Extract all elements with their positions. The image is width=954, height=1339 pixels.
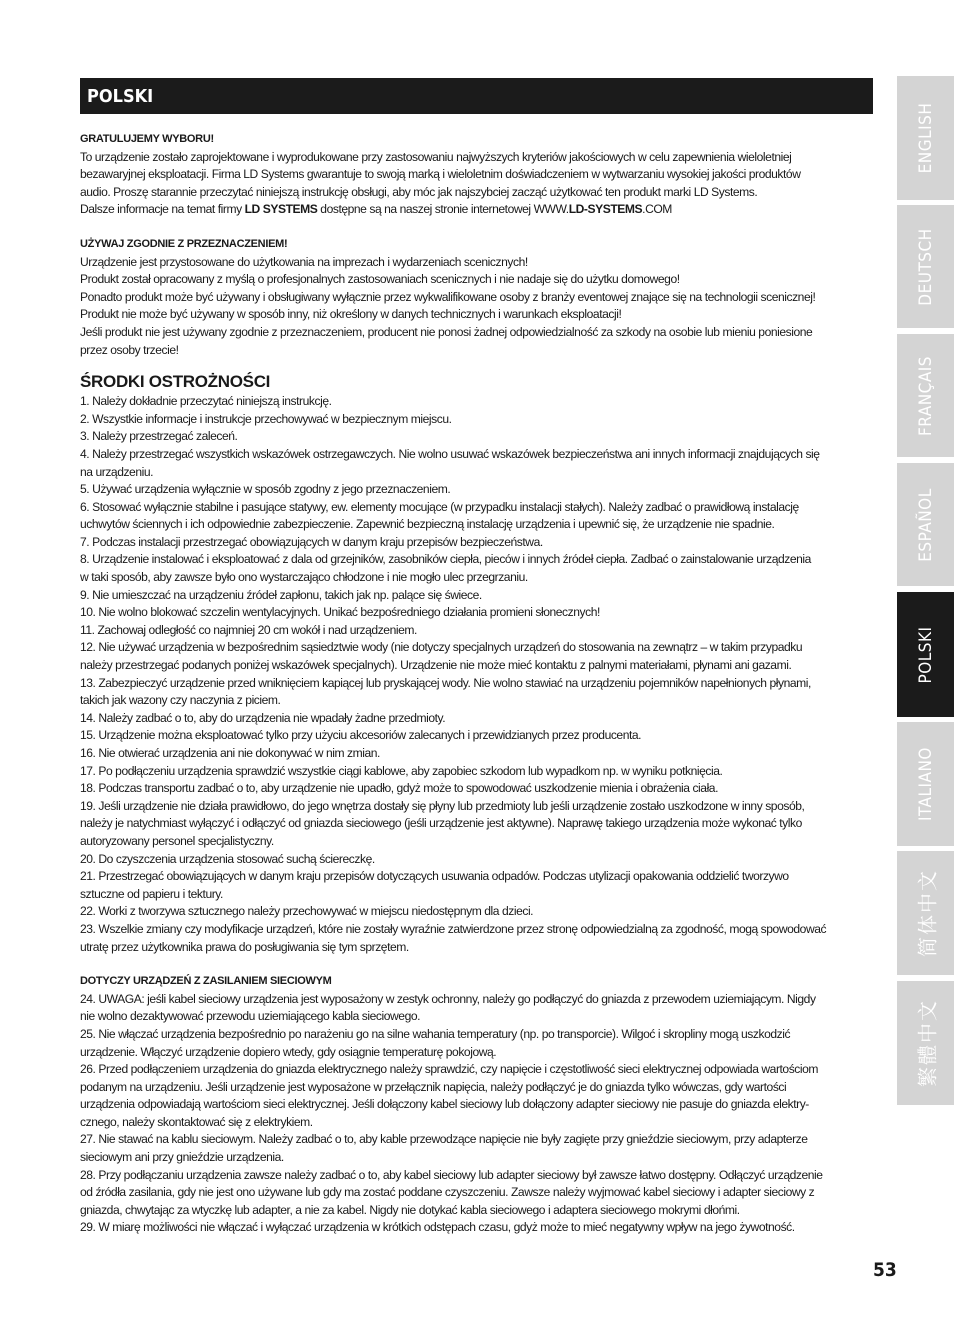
precaution-line: 11. Zachowaj odległość co najmniej 20 cm wokół i nad urządzeniem. — [80, 622, 417, 637]
mains-line: od źródła zasilania, gdy nie jest ono używane lub gdy ma zostać poddane czyszczeniu. Zawsze należy wyjmować kabel sieciowy i adapter sieciowy z — [80, 1185, 815, 1200]
brand-name: LD SYSTEMS — [244, 202, 318, 217]
precaution-line: uchwytów ściennych i ich odpowiednie zabezpieczenie. Zapewnić bezpieczną instalację urządzenia i upewnić się, że urządzenie nie spadnie. — [80, 517, 775, 532]
precaution-line: 23. Wszelkie zmiany czy modyfikacje urządzeń, które nie zostały wyraźnie zatwierdzone przez stronę odpowiedzialną za zgodność, mogą spowodować — [80, 921, 827, 936]
tab-label: ITALIANO — [915, 747, 936, 821]
mains-line: 29. W miarę możliwości nie włączać i wyłączać urządzenia w krótkich odstępach czasu, gdyż może to mieć negatywny wpływ na jego żywotność. — [80, 1220, 795, 1235]
precaution-line: 3. Należy przestrzegać zaleceń. — [80, 429, 238, 444]
precaution-line: 15. Urządzenie można eksploatować tylko przy użyciu akcesoriów zalecanych i przewidzianych przez producenta. — [80, 728, 642, 743]
precaution-line: należy je natychmiast wyłączyć i odłączyć od gniazda sieciowego (jeśli urządzenie jest aktywne). Naprawę takiego urządzenia może wykonać tylko — [80, 816, 802, 831]
intro-line: audio. Proszę starannie przeczytać niniejszą instrukcję obsługi, aby móc jak najszybciej zacząć użytkować ten produkt marki LD Systems. — [80, 184, 758, 199]
precaution-line: sztuczne od papieru i tektury. — [80, 886, 223, 901]
intended-use-heading: UŻYWAJ ZGODNIE Z PRZEZNACZENIEM! — [80, 237, 288, 250]
tab-label: ENGLISH — [915, 102, 936, 174]
tab-italiano[interactable] — [897, 722, 954, 846]
mains-line: nie wolno dezaktywować przewodu uziemiającego kabla sieciowego. — [80, 1009, 421, 1024]
precaution-line: 1. Należy dokładnie przeczytać niniejszą instrukcję. — [80, 394, 332, 409]
website-text-post: .COM — [642, 202, 672, 217]
precaution-line: autoryzowany personel specjalistyczny. — [80, 833, 274, 848]
mains-line: urządzenia odpowiadają wartościom sieci elektrycznej. Jeśli dołączony kabel sieciowy lub dołączony adapter sieciowy nie pasuje do gniazda elektry- — [80, 1097, 809, 1112]
mains-line: 26. Przed podłączeniem urządzenia do gniazda elektrycznego należy sprawdzić, czy napięcie i częstotliwość sieci elektrycznej odpowiada wartościom — [80, 1062, 819, 1077]
precaution-line: 5. Używać urządzenia wyłącznie w sposób zgodny z jego przeznaczeniem. — [80, 482, 451, 497]
website-domain: LD-SYSTEMS — [568, 202, 643, 217]
precaution-line: należy przestrzegać podanych poniżej wskazówek specjalnych). Urządzenie nie może mieć kontaktu z palnymi materiałami, płynami ani gazami. — [80, 658, 792, 673]
tab-francais[interactable] — [897, 334, 954, 457]
precaution-line: 4. Należy przestrzegać wszystkich wskazówek ostrzegawczych. Nie wolno usuwać wskazówek bezpieczeństwa ani innych informacji znajdujących się — [80, 446, 820, 461]
precaution-line: 13. Zabezpieczyć urządzenie przed wniknięciem kapiącej lub pryskającej wody. Nie wolno stawiać na urządzeniu pojemników napełnionych płynami, — [80, 675, 811, 690]
intended-use-line: Urządzenie jest przystosowane do użytkowania na imprezach i wydarzeniach scenicznych! — [80, 254, 528, 269]
tab-traditional-chinese[interactable] — [897, 981, 954, 1105]
section-title: POLSKI — [87, 86, 154, 107]
mains-line: podanym na urządzeniu. Jeśli urządzenie jest wyposażone w przełącznik napięcia, należy podłączyć je do gniazda tylko wówczas, gdy wartości — [80, 1079, 787, 1094]
page-content — [80, 131, 875, 1237]
tab-label: FRANÇAIS — [915, 355, 936, 436]
website-text-pre: Dalsze informacje na temat firmy — [80, 202, 245, 217]
mains-heading: DOTYCZY URZĄDZEŃ Z ZASILANIEM SIECIOWYM — [80, 975, 332, 988]
precaution-line: na urządzeniu. — [80, 464, 154, 479]
intended-use-line: Produkt nie może być używany w sposób inny, niż określony w danych technicznych i warunkach eksploatacji! — [80, 307, 622, 322]
mains-line: cznego, należy skontaktować się z elektrykiem. — [80, 1114, 313, 1129]
tab-simplified-chinese[interactable] — [897, 851, 954, 975]
precaution-line: 17. Po podłączeniu urządzenia sprawdzić wszystkie ciągi kablowe, aby zapobiec szkodom lub wypadkom np. w wyniku potknięcia. — [80, 763, 723, 778]
section-header-bar — [80, 78, 873, 114]
precaution-line: 12. Nie używać urządzenia w bezpośrednim sąsiedztwie wody (nie dotyczy specjalnych urządzeń do stosowania na zewnątrz – w takim przypadku — [80, 640, 803, 655]
precaution-line: 14. Należy zadbać o to, aby do urządzenia nie wpadały żadne przedmioty. — [80, 710, 446, 725]
precaution-line: 18. Podczas transportu zadbać o to, aby urządzenie nie upadło, gdyż może to spowodować uszkodzenie mienia i obrażenia ciała. — [80, 781, 718, 796]
intended-use-line: Produkt został opracowany z myślą o profesjonalnych zastosowaniach scenicznych i nie nadaje się do użytku domowego! — [80, 272, 680, 287]
tab-polski[interactable] — [897, 592, 954, 717]
intro-heading: GRATULUJEMY WYBORU! — [80, 133, 214, 145]
precaution-line: 19. Jeśli urządzenie nie działa prawidłowo, do jego wnętrza dostały się płyny lub przedmioty lub jeśli urządzenie zostało uszkodzone w inny sposób, — [80, 798, 805, 813]
precaution-line: 21. Przestrzegać obowiązujących w danym kraju przepisów dotyczących usuwania odpadów. Podczas utylizacji opakowania oddzielić tworzywo — [80, 869, 789, 884]
intended-use-line: Ponadto produkt może być używany i obsługiwany wyłącznie przez wykwalifikowane osoby z branży eventowej znające się na technologii scenicznej! — [80, 289, 816, 304]
intended-use-line: przez osoby trzecie! — [80, 342, 179, 357]
mains-line: gniazda, chwytając za wtyczkę lub adapter, a nie za kabel. Nigdy nie dotykać kabla sieciowego i adaptera sieciowego mokrymi dłońmi. — [80, 1202, 740, 1217]
precaution-line: 10. Nie wolno blokować szczelin wentylacyjnych. Unikać bezpośredniego działania promieni słonecznych! — [80, 605, 600, 620]
tab-english[interactable] — [897, 76, 954, 200]
intro-line: bezawaryjnej eksploatacji. Firma LD Systems gwarantuje to swoją marką i wieloletnim doświadczeniem w wytwarzaniu wysokiej jakości produktów — [80, 167, 801, 182]
precaution-line: 16. Nie otwierać urządzenia ani nie dokonywać w nim zmian. — [80, 746, 380, 760]
tab-label: DEUTSCH — [915, 227, 936, 306]
mains-line: 28. Przy podłączaniu urządzenia zawsze należy zadbać o to, aby kabel sieciowy lub adapter sieciowy był zawsze łatwo dostępny. Odłączyć urządzenie — [80, 1167, 823, 1182]
precaution-line: 8. Urządzenie instalować i eksploatować z dala od grzejników, zasobników ciepła, pieców i innych źródeł ciepła. Zadbać o zainstalowanie urządzenia — [80, 552, 811, 567]
precaution-line: 2. Wszystkie informacje i instrukcje przechowywać w bezpiecznym miejscu. — [80, 411, 452, 426]
tab-label: 繁體中文 — [915, 999, 939, 1087]
precaution-line: 7. Podczas instalacji przestrzegać obowiązujących w danym kraju przepisów bezpieczeństwa. — [80, 534, 543, 549]
mains-line: sieciowym ani przy gnieździe urządzenia. — [80, 1150, 284, 1165]
tab-label: POLSKI — [915, 625, 936, 684]
mains-line: urządzenie. Włączyć urządzenie dopiero wtedy, gdy osiągnie temperaturę pokojową. — [80, 1044, 497, 1059]
intro-website-line — [80, 201, 875, 219]
page-number: 53 — [873, 1259, 897, 1281]
tab-label: ESPAÑOL — [915, 487, 936, 562]
precaution-line: 9. Nie umieszczać na urządzeniu źródeł zapłonu, takich jak np. palące się świece. — [80, 587, 482, 602]
precautions-heading: ŚRODKI OSTROŻNOŚCI — [80, 372, 271, 392]
precaution-line: takich jak wazony czy naczynia z piciem. — [80, 693, 281, 708]
tab-label: 简体中文 — [915, 869, 939, 957]
intended-use-line: Jeśli produkt nie jest używany zgodnie z przeznaczeniem, producent nie ponosi żadnej odpowiedzialność za szkody na osobie lub mieniu poniesione — [80, 324, 813, 339]
tab-espanol[interactable] — [897, 463, 954, 586]
precaution-line: utratę przez użytkownika prawa do posługiwania się tym sprzętem. — [80, 939, 409, 954]
intro-line: To urządzenie zostało zaprojektowane i wyprodukowane przy zastosowaniu najwyższych kryteriów jakościowych w celu zapewnienia wieloletniej — [80, 149, 792, 164]
website-text-mid: dostępne są na naszej stronie internetowej WWW. — [317, 202, 569, 217]
mains-line: 24. UWAGA: jeśli kabel sieciowy urządzenia jest wyposażony w zestyk ochronny, należy go podłączyć do gniazda z przewodem uziemiającym. Nigdy — [80, 991, 816, 1006]
mains-line: 27. Nie stawać na kablu sieciowym. Należy zadbać o to, aby kable przewodzące napięcie nie były zagięte przy gnieździe sieciowym, przy adapterze — [80, 1132, 808, 1147]
precaution-line: 20. Do czyszczenia urządzenia stosować suchą ściereczkę. — [80, 851, 375, 866]
precaution-line: w taki sposób, aby zawsze było ono wystarczająco chłodzone i nie mogło ulec przegrzaniu. — [80, 570, 528, 585]
precaution-line: 22. Worki z tworzywa sztucznego należy przechowywać w miejscu niedostępnym dla dzieci. — [80, 904, 534, 919]
precaution-line: 6. Stosować wyłącznie stabilne i pasujące statywy, ew. elementy mocujące (w przypadku instalacji stałych). Należy zadbać o prawidłową instalację — [80, 499, 799, 514]
tab-deutsch[interactable] — [897, 205, 954, 328]
mains-line: 25. Nie włączać urządzenia bezpośrednio po narażeniu go na silne wahania temperatury (np. po transporcie). Wilgoć i skropliny mogą uszkodzić — [80, 1026, 791, 1041]
